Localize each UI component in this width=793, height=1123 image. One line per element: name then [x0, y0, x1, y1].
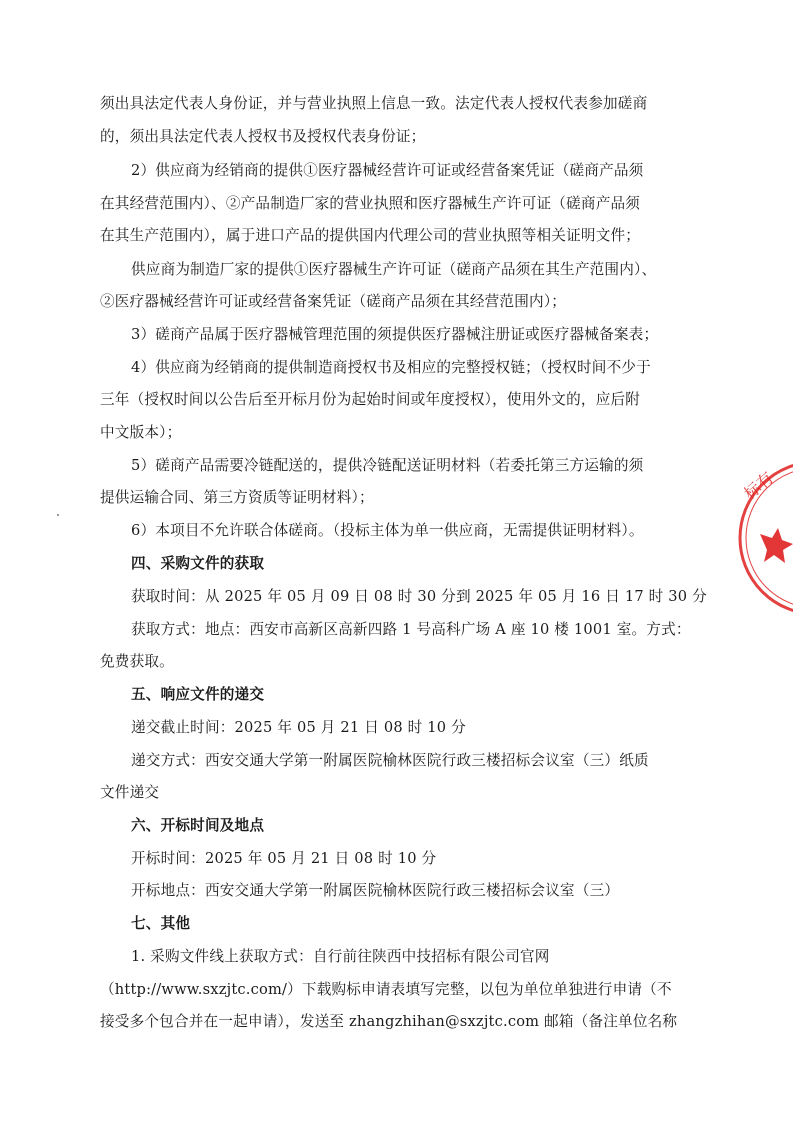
section-heading: 四、采购文件的获取 [131, 555, 265, 572]
body-line: 递交方式：西安交通大学第一附属医院榆林医院行政三楼招标会议室（三）纸质 [131, 752, 649, 769]
section-heading: 五、响应文件的递交 [131, 686, 265, 703]
body-line: 免费获取。 [100, 653, 174, 670]
body-line: 获取时间：从 2025 年 05 月 09 日 08 时 30 分到 2025 年 05 月 16 日 17 时 30 分 [131, 588, 707, 605]
body-line: 开标时间：2025 年 05 月 21 日 08 时 10 分 [131, 850, 437, 867]
body-line: 提供运输合同、第三方资质等证明材料）； [100, 489, 374, 506]
section-heading: 六、开标时间及地点 [131, 817, 265, 834]
body-line: 文件递交 [100, 784, 160, 801]
seal-stamp [728, 458, 793, 618]
body-line: （http://www.sxzjtc.com/）下载购标申请表填写完整，以包为单位单独进行申请（不 [100, 981, 672, 998]
body-line: 开标地点：西安交通大学第一附属医院榆林医院行政三楼招标会议室（三） [131, 882, 620, 899]
body-line: 2）供应商为经销商的提供①医疗器械经营许可证或经营备案凭证（磋商产品须 [131, 162, 644, 179]
body-line: 接受多个包合并在一起申请），发送至 zhangzhihan@sxzjtc.com 邮箱（备注单位名称 [100, 1013, 678, 1030]
seal-stamp-graphic [728, 458, 793, 618]
body-line: 4）供应商为经销商的提供制造商授权书及相应的完整授权链；（授权时间不少于 [131, 359, 651, 376]
body-line: 3）磋商产品属于医疗器械管理范围的须提供医疗器械注册证或医疗器械备案表； [131, 326, 659, 343]
body-line: 在其经营范围内）、②产品制造厂家的营业执照和医疗器械生产许可证（磋商产品须 [100, 195, 641, 212]
section-heading: 七、其他 [131, 915, 191, 932]
body-line: 的，须出具法定代表人授权书及授权代表身份证； [100, 128, 426, 145]
body-line: 供应商为制造厂家的提供①医疗器械生产许可证（磋商产品须在其生产范围内）、 [131, 261, 657, 278]
body-line: 中文版本）； [100, 424, 182, 441]
body-line: 递交截止时间：2025 年 05 月 21 日 08 时 10 分 [131, 719, 466, 736]
scan-speck [57, 514, 59, 516]
body-line: 获取方式：地点：西安市高新区高新四路 1 号高科广场 A 座 10 楼 1001 室。方式： [131, 621, 691, 638]
body-line: 6）本项目不允许联合体磋商。（投标主体为单一供应商，无需提供证明材料）。 [131, 522, 644, 539]
body-line: 三年（授权时间以公告后至开标月份为起始时间或年度授权），使用外文的，应后附 [100, 391, 641, 408]
body-line: ②医疗器械经营许可证或经营备案凭证（磋商产品须在其经营范围内）； [100, 293, 567, 310]
body-line: 1. 采购文件线上获取方式：自行前往陕西中技招标有限公司官网 [131, 948, 550, 965]
seal-stamp-text: 标有 [740, 467, 778, 504]
body-line: 5）磋商产品需要冷链配送的，提供冷链配送证明材料（若委托第三方运输的须 [131, 457, 644, 474]
body-line: 须出具法定代表人身份证，并与营业执照上信息一致。法定代表人授权代表参加磋商 [100, 95, 648, 112]
body-line: 在其生产范围内），属于进口产品的提供国内代理公司的营业执照等相关证明文件； [100, 227, 641, 244]
